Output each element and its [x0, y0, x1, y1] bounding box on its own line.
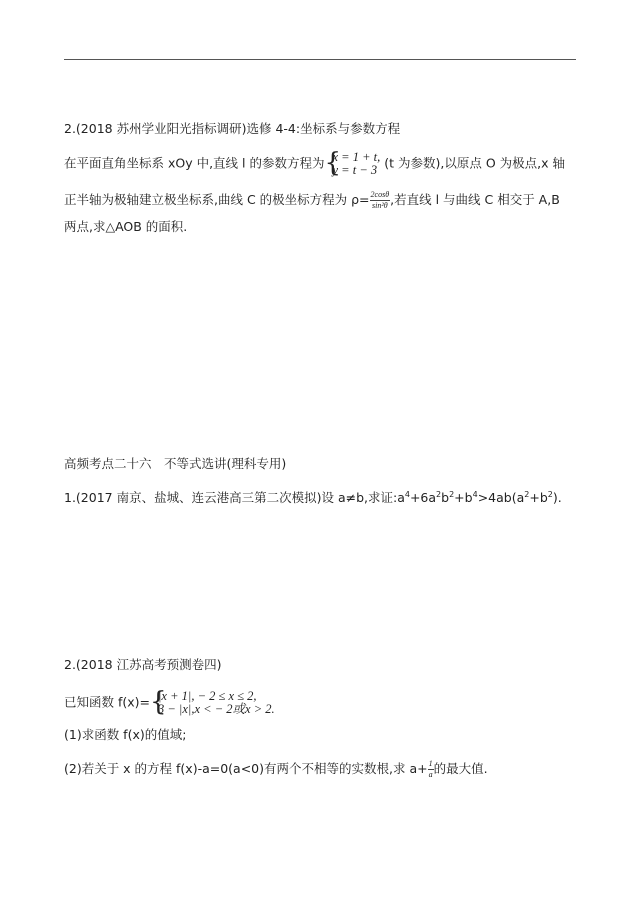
body-text: ). [552, 490, 562, 505]
equation-x: x = 1 + t, [332, 150, 381, 164]
question-header-text: 2.(2018 江苏高考预测卷四) [64, 657, 222, 672]
body-text: ,若直线 l 与曲线 C 相交于 A,B [390, 192, 560, 207]
piecewise-system [150, 687, 275, 717]
body-text: (1)求函数 f(x)的值域; [64, 727, 187, 742]
body-text: b [441, 490, 450, 505]
left-brace: { [324, 148, 342, 178]
body-text: 已知函数 f(x)= [64, 694, 150, 710]
fraction-numerator: 2cosθ [370, 190, 390, 199]
body-text: >4ab(a [477, 490, 525, 505]
function-part-1 [64, 727, 186, 743]
function-question-header [64, 657, 221, 673]
question-body-line-3 [64, 219, 187, 235]
body-text: +b [454, 490, 473, 505]
inequality-question [64, 490, 562, 506]
exponent: 2 [547, 489, 553, 499]
body-text: +6a [409, 490, 437, 505]
body-text: (t 为参数),以原点 O 为极点,x 轴 [380, 155, 565, 171]
exponent: 2 [449, 489, 455, 499]
body-text: 的最大值. [433, 761, 488, 776]
equation-y: y = t − 3 [332, 163, 378, 177]
fraction-denominator: sin²θ [371, 201, 388, 210]
body-text: 正半轴为极轴建立极坐标系,曲线 C 的极坐标方程为 ρ= [64, 192, 370, 207]
question-body-line-1 [64, 148, 565, 178]
exponent: 4 [472, 489, 478, 499]
body-text: 在平面直角坐标系 xOy 中,直线 l 的参数方程为 [64, 155, 325, 171]
fraction-denominator: a [428, 770, 433, 779]
fraction-numerator: 1 [428, 759, 433, 768]
question-header-text: 2.(2018 苏州学业阳光指标调研)选修 4-4:坐标系与参数方程 [64, 121, 401, 136]
function-part-2 [64, 759, 488, 780]
function-definition [64, 687, 275, 717]
exponent: 4 [404, 489, 410, 499]
polar-fraction [370, 190, 391, 211]
exponent: 2 [436, 489, 442, 499]
piecewise-case-2: 3 − |x|,x < − 2或x > 2. [158, 702, 275, 716]
piecewise-case-1: |x + 1|, − 2 ≤ x ≤ 2, [158, 689, 257, 703]
parametric-system [324, 148, 381, 178]
section-title-text: 高频考点二十六 不等式选讲(理科专用) [64, 456, 287, 471]
question-body-line-2 [64, 190, 560, 211]
question-header [64, 121, 400, 137]
body-text: 1.(2017 南京、盐城、连云港高三第二次模拟)设 a≠b,求证:a [64, 490, 405, 505]
body-text: 两点,求△AOB 的面积. [64, 219, 188, 234]
section-title [64, 456, 286, 472]
left-brace: { [150, 687, 167, 717]
body-text: (2)若关于 x 的方程 f(x)-a=0(a<0)有两个不相等的实数根,求 a+ [64, 761, 428, 776]
header-rule [64, 59, 576, 60]
body-text: +b [529, 490, 548, 505]
exponent: 2 [524, 489, 530, 499]
